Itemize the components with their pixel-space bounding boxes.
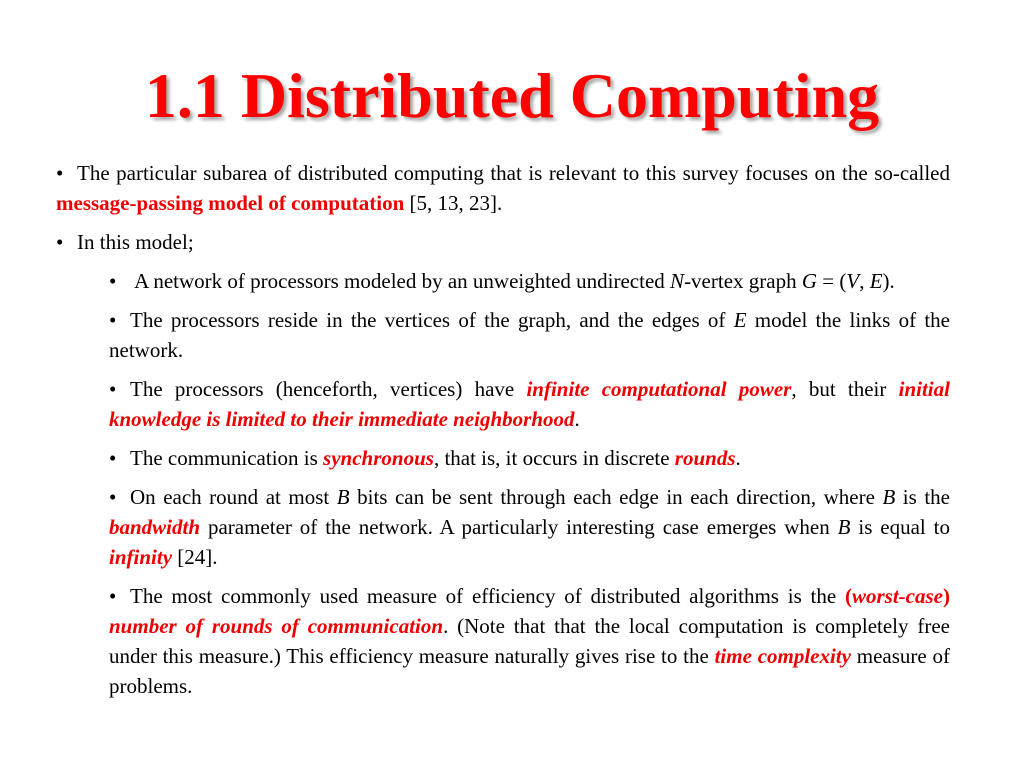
highlight-infinity: infinity <box>109 545 173 569</box>
highlight-infinite-power: infinite computational power <box>526 377 792 401</box>
bullet-icon: • <box>109 485 117 509</box>
sub-bullet-network: • A network of processors modeled by an unweighted undirected N-vertex graph G = (V, E). <box>109 266 950 296</box>
sub-bullet-computational-power: • The processors (henceforth, vertices) have infinite computational power, but their initial knowledge is limited to their immediate neighborhood. <box>109 374 950 434</box>
bullet-paragraph-2: • In this model; <box>56 227 950 257</box>
highlight-worst-case: worst-case <box>852 584 943 608</box>
highlight-message-passing: message-passing model of computation <box>56 191 405 215</box>
highlight-synchronous: synchronous <box>323 446 434 470</box>
bullet-icon: • <box>109 377 117 401</box>
sub-bullet-vertices: • The processors reside in the vertices of the graph, and the edges of E model the links of the network. <box>109 305 950 365</box>
sub-bullet-efficiency: • The most commonly used measure of efficiency of distributed algorithms is the (worst-case) number of rounds of communication. (Note that that the local computation is completely free under this measure.) This efficiency measure naturally gives rise to the time complexity measure of problems. <box>109 581 950 701</box>
highlight-initial-knowledge: initial knowledge is limited to their immediate neighborhood <box>109 377 950 431</box>
bullet-paragraph-1: • The particular subarea of distributed computing that is relevant to this survey focuses on the so-called message-passing model of computation [5, 13, 23]. <box>56 158 950 218</box>
sub-bullet-synchronous: • The communication is synchronous, that is, it occurs in discrete rounds. <box>109 443 950 473</box>
sub-bullet-bandwidth: • On each round at most B bits can be sent through each edge in each direction, where B is the bandwidth parameter of the network. A particularly interesting case emerges when B is equal to infinity [24]. <box>109 482 950 572</box>
bullet-icon: • <box>56 230 64 254</box>
highlight-time-complexity: time complexity <box>714 644 851 668</box>
bullet-icon: • <box>56 161 64 185</box>
bullet-icon: • <box>109 269 117 293</box>
highlight-number-of-rounds: number of rounds of communication <box>109 614 444 638</box>
bullet-icon: • <box>109 446 117 470</box>
bullet-icon: • <box>109 584 117 608</box>
highlight-rounds: rounds <box>674 446 736 470</box>
slide-title: 1.1 Distributed Computing <box>144 60 880 131</box>
slide-body <box>56 158 950 710</box>
highlight-bandwidth: bandwidth <box>109 515 201 539</box>
bullet-icon: • <box>109 308 117 332</box>
